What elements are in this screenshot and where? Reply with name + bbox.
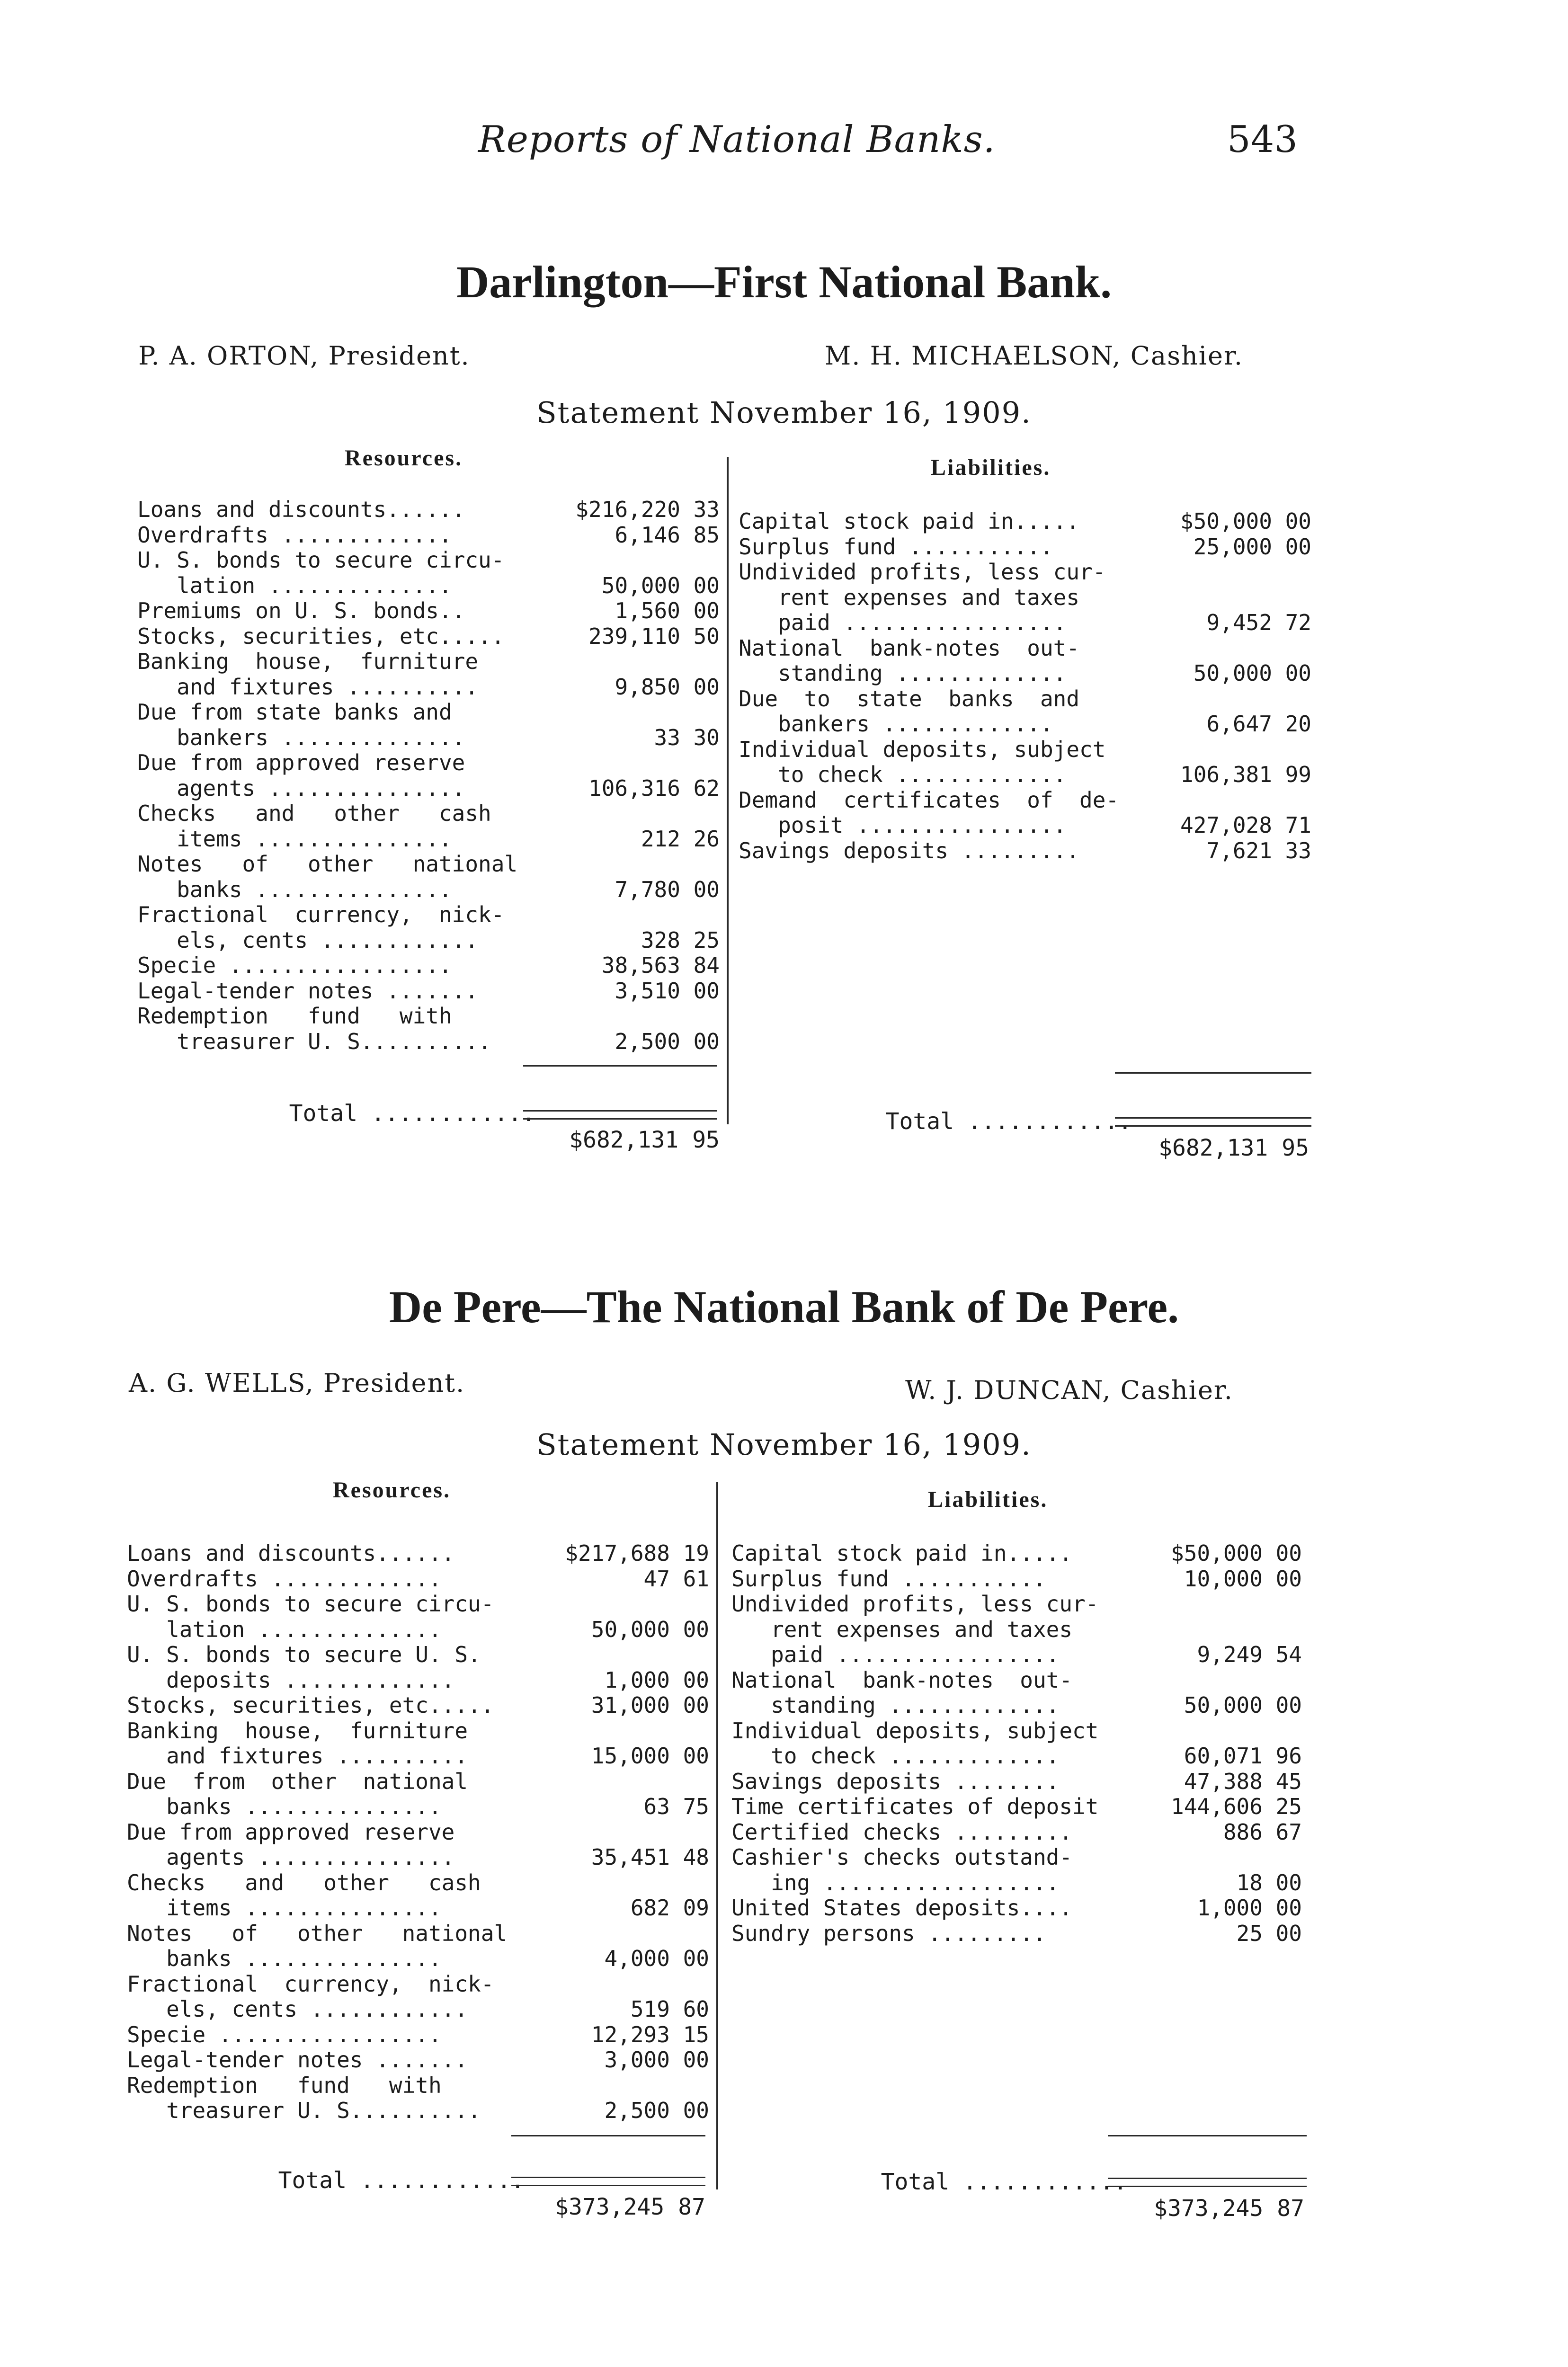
liabilities-row <box>739 636 1311 660</box>
liabilities-row <box>739 686 1311 711</box>
row-label: U. S. bonds to secure circu- <box>127 1591 494 1617</box>
row-amount: 50,000 00 <box>591 1616 709 1642</box>
resources-row <box>137 523 720 547</box>
liabilities-row <box>731 1820 1302 1844</box>
row-label: Due from state banks and <box>137 699 452 725</box>
liabilities-total: $373,245 87 <box>1154 2195 1304 2222</box>
liabilities-row <box>731 1541 1302 1566</box>
row-amount: 212 26 <box>641 826 720 852</box>
row-label: Cashier's checks outstand- <box>731 1844 1073 1870</box>
row-label: Individual deposits, subject <box>731 1717 1099 1744</box>
liabilities-row <box>731 1693 1302 1717</box>
liabilities-total-row <box>826 2142 1304 2248</box>
resources-row <box>137 953 720 978</box>
row-label: Loans and discounts...... <box>137 497 465 522</box>
bank-title: De Pere—The National Bank of De Pere. <box>389 1281 1179 1332</box>
double-rule <box>1108 2178 1307 2187</box>
row-label: Loans and discounts...... <box>127 1540 455 1566</box>
double-rule <box>511 2177 705 2186</box>
row-label: U. S. bonds to secure circu- <box>137 547 505 573</box>
row-label: paid ................. <box>739 610 1067 635</box>
row-label: Savings deposits ......... <box>739 837 1080 863</box>
row-label: banks ............... <box>127 1794 442 1819</box>
row-label: United States deposits.... <box>731 1895 1073 1921</box>
row-label: Individual deposits, subject <box>739 736 1106 762</box>
row-label: National bank-notes out- <box>731 1667 1073 1693</box>
resources-row <box>127 1794 709 1819</box>
row-label: Specie ................. <box>137 952 452 978</box>
row-label: items ............... <box>137 826 452 852</box>
resources-row <box>127 2022 709 2047</box>
total-label: Total ............ <box>289 1100 535 1127</box>
resources-row <box>137 852 720 876</box>
row-label: bankers ............. <box>739 711 1053 737</box>
row-amount: 38,563 84 <box>601 952 720 978</box>
row-label: Surplus fund ........... <box>731 1566 1046 1592</box>
row-amount: 106,316 62 <box>588 775 720 801</box>
liabilities-total-row <box>831 1082 1309 1188</box>
liabilities-row <box>739 737 1311 762</box>
liabilities-row <box>739 560 1311 584</box>
row-amount: 9,249 54 <box>1197 1642 1302 1667</box>
double-rule <box>1115 1117 1311 1127</box>
resources-row <box>127 1921 709 1946</box>
row-amount: 7,780 00 <box>615 876 720 902</box>
row-amount: 6,647 20 <box>1206 711 1311 737</box>
row-label: paid ................. <box>731 1642 1060 1667</box>
row-label: Banking house, furniture <box>127 1717 468 1744</box>
row-amount: 10,000 00 <box>1184 1566 1302 1592</box>
row-label: National bank-notes out- <box>739 635 1080 661</box>
resources-row <box>127 1820 709 1844</box>
total-label: Total ............ <box>881 2169 1127 2195</box>
row-label: posit ................ <box>739 812 1067 838</box>
resources-row <box>137 776 720 801</box>
row-label: rent expenses and taxes <box>731 1616 1073 1642</box>
row-label: to check ............. <box>731 1743 1060 1769</box>
row-amount: 50,000 00 <box>601 572 720 598</box>
resources-row <box>127 1744 709 1768</box>
liabilities-row <box>739 762 1311 787</box>
row-label: Certified checks ......... <box>731 1819 1073 1845</box>
double-rule <box>523 1110 717 1120</box>
row-label: Overdrafts ............. <box>137 522 452 548</box>
row-amount: 144,606 25 <box>1171 1794 1302 1819</box>
liabilities-total: $682,131 95 <box>1158 1135 1309 1161</box>
resources-row <box>127 1592 709 1616</box>
row-amount: 50,000 00 <box>1184 1692 1302 1718</box>
row-amount: 3,510 00 <box>615 978 720 1004</box>
row-label: Stocks, securities, etc..... <box>127 1692 494 1718</box>
resources-row <box>127 1845 709 1869</box>
total-label: Total ............ <box>885 1108 1132 1135</box>
liabilities-row <box>739 661 1311 685</box>
column-divider <box>727 457 729 1124</box>
row-amount: 9,850 00 <box>615 674 720 700</box>
resources-total: $682,131 95 <box>569 1127 720 1153</box>
resources-row <box>137 750 720 775</box>
total-rule <box>511 2135 705 2136</box>
row-amount: 25,000 00 <box>1193 534 1311 560</box>
liabilities-row <box>731 1895 1302 1920</box>
liabilities-row <box>739 813 1311 837</box>
row-label: Due from approved reserve <box>137 750 465 775</box>
row-amount: 47,388 45 <box>1184 1768 1302 1794</box>
row-label: standing ............. <box>731 1692 1060 1718</box>
row-amount: 3,000 00 <box>604 2047 709 2073</box>
row-label: Surplus fund ........... <box>739 534 1053 560</box>
resources-row <box>137 573 720 598</box>
liabilities-row <box>731 1870 1302 1895</box>
row-label: agents ............... <box>127 1844 455 1870</box>
row-label: U. S. bonds to secure U. S. <box>127 1642 481 1667</box>
resources-row <box>137 1029 720 1054</box>
row-label: to check ............. <box>739 762 1067 787</box>
row-label: ing .................. <box>731 1869 1060 1895</box>
row-label: Capital stock paid in..... <box>739 508 1080 534</box>
row-label: and fixtures .......... <box>127 1743 468 1769</box>
liabilities-row <box>731 1769 1302 1794</box>
row-amount: 239,110 50 <box>588 623 720 649</box>
row-label: Checks and other cash <box>127 1869 481 1895</box>
row-amount: 33 30 <box>654 724 720 750</box>
row-amount: 6,146 85 <box>615 522 720 548</box>
row-amount: 4,000 00 <box>604 1946 709 1971</box>
row-amount: 682 09 <box>630 1895 709 1921</box>
row-label: standing ............. <box>739 660 1067 686</box>
row-label: Specie ................. <box>127 2021 442 2047</box>
resources-row <box>127 1718 709 1743</box>
liabilities-row <box>739 509 1311 534</box>
resources-row <box>127 1895 709 1920</box>
cashier-name: M. H. MICHAELSON, Cashier. <box>825 341 1244 371</box>
row-amount: 328 25 <box>641 927 720 953</box>
row-amount: 63 75 <box>643 1794 709 1819</box>
cashier-name: W. J. DUNCAN, Cashier. <box>905 1375 1233 1405</box>
row-label: Notes of other national <box>127 1920 508 1946</box>
row-amount: $216,220 33 <box>575 497 720 522</box>
resources-row <box>137 928 720 952</box>
row-amount: 7,621 33 <box>1206 837 1311 863</box>
row-amount: 60,071 96 <box>1184 1743 1302 1769</box>
resources-table <box>127 1541 709 2137</box>
president-name: P. A. ORTON, President. <box>138 341 470 371</box>
row-amount: 1,000 00 <box>1197 1895 1302 1921</box>
row-amount: 1,560 00 <box>615 598 720 623</box>
row-amount: 35,451 48 <box>591 1844 709 1870</box>
total-label: Total ............ <box>278 2167 525 2194</box>
resources-row <box>127 1541 709 1566</box>
resources-row <box>127 1642 709 1667</box>
resources-row <box>137 827 720 851</box>
row-label: Undivided profits, less cur- <box>739 559 1106 585</box>
row-amount: 15,000 00 <box>591 1743 709 1769</box>
row-label: and fixtures .......... <box>137 674 479 700</box>
row-label: Overdrafts ............. <box>127 1566 442 1592</box>
row-label: Legal-tender notes ....... <box>127 2047 468 2073</box>
resources-row <box>127 2073 709 2098</box>
row-label: Sundry persons ......... <box>731 1920 1046 1946</box>
row-amount: 1,000 00 <box>604 1667 709 1693</box>
liabilities-row <box>739 712 1311 736</box>
liabilities-row <box>739 585 1311 610</box>
resources-heading: Resources. <box>333 1477 451 1503</box>
resources-total-row <box>223 2141 705 2247</box>
row-label: lation .............. <box>127 1616 442 1642</box>
resources-row <box>127 1668 709 1692</box>
row-label: Savings deposits ........ <box>731 1768 1060 1794</box>
row-label: els, cents ............ <box>137 927 479 953</box>
row-label: banks ............... <box>137 876 452 902</box>
row-amount: $50,000 00 <box>1180 508 1311 534</box>
resources-total-row <box>234 1074 720 1180</box>
row-amount: 106,381 99 <box>1180 762 1311 787</box>
row-amount: 50,000 00 <box>1193 660 1311 686</box>
resources-row <box>137 548 720 572</box>
row-label: Time certificates of deposit <box>731 1794 1099 1819</box>
row-label: rent expenses and taxes <box>739 584 1080 610</box>
row-label: Undivided profits, less cur- <box>731 1591 1099 1617</box>
row-amount: $50,000 00 <box>1171 1540 1302 1566</box>
page-number: 543 <box>1227 118 1298 161</box>
resources-row <box>127 1946 709 1971</box>
total-rule <box>1115 1072 1311 1074</box>
row-label: Redemption fund with <box>137 1003 452 1029</box>
liabilities-row <box>739 838 1311 863</box>
row-amount: $217,688 19 <box>565 1540 709 1566</box>
president-name: A. G. WELLS, President. <box>129 1368 465 1398</box>
row-label: els, cents ............ <box>127 1996 468 2022</box>
row-label: deposits ............. <box>127 1667 455 1693</box>
row-label: Due to state banks and <box>739 685 1080 712</box>
row-label: Due from approved reserve <box>127 1819 455 1845</box>
row-amount: 427,028 71 <box>1180 812 1311 838</box>
row-label: Legal-tender notes ....... <box>137 978 479 1004</box>
resources-row <box>137 725 720 750</box>
row-label: treasurer U. S.......... <box>137 1028 491 1054</box>
row-label: Redemption fund with <box>127 2072 442 2098</box>
resources-row <box>137 979 720 1003</box>
row-label: lation .............. <box>137 572 452 598</box>
row-amount: 9,452 72 <box>1206 610 1311 635</box>
resources-row <box>127 1693 709 1717</box>
statement-date: Statement November 16, 1909. <box>536 395 1032 430</box>
running-title: Reports of National Banks. <box>478 118 996 161</box>
liabilities-table <box>731 1541 1302 1958</box>
resources-row <box>127 1617 709 1642</box>
resources-row <box>137 497 720 522</box>
row-label: treasurer U. S.......... <box>127 2098 481 2123</box>
liabilities-heading: Liabilities. <box>928 1487 1048 1512</box>
row-label: Due from other national <box>127 1768 468 1794</box>
liabilities-row <box>731 1642 1302 1667</box>
resources-row <box>127 2047 709 2072</box>
liabilities-row <box>731 1668 1302 1692</box>
resources-row <box>137 877 720 902</box>
liabilities-heading: Liabilities. <box>931 455 1051 480</box>
resources-row <box>137 675 720 699</box>
liabilities-row <box>731 1845 1302 1869</box>
row-label: agents ............... <box>137 775 465 801</box>
row-label: Banking house, furniture <box>137 649 479 674</box>
resources-total: $373,245 87 <box>555 2194 705 2220</box>
resources-row <box>127 1997 709 2021</box>
row-amount: 2,500 00 <box>615 1028 720 1054</box>
row-amount: 12,293 15 <box>591 2021 709 2047</box>
row-label: Notes of other national <box>137 851 518 877</box>
liabilities-row <box>739 610 1311 635</box>
row-amount: 886 67 <box>1223 1819 1302 1845</box>
row-amount: 2,500 00 <box>604 2098 709 2123</box>
liabilities-row <box>739 788 1311 812</box>
row-label: items ............... <box>127 1895 442 1921</box>
liabilities-row <box>731 1744 1302 1768</box>
liabilities-row <box>731 1566 1302 1591</box>
resources-row <box>127 1566 709 1591</box>
row-label: Demand certificates of de- <box>739 787 1119 813</box>
liabilities-row <box>731 1617 1302 1642</box>
bank-title: Darlington—First National Bank. <box>456 257 1112 307</box>
resources-row <box>127 1769 709 1794</box>
column-divider <box>716 1482 718 2189</box>
liabilities-row <box>731 1718 1302 1743</box>
statement-date: Statement November 16, 1909. <box>536 1427 1032 1462</box>
row-label: Fractional currency, nick- <box>127 1971 494 1997</box>
liabilities-table <box>739 509 1311 888</box>
row-amount: 25 00 <box>1236 1920 1302 1946</box>
resources-row <box>137 902 720 927</box>
resources-row <box>127 2098 709 2123</box>
row-label: Checks and other cash <box>137 801 491 826</box>
resources-row <box>137 801 720 826</box>
row-label: Stocks, securities, etc..... <box>137 623 505 649</box>
row-label: Capital stock paid in..... <box>731 1540 1073 1566</box>
row-label: bankers .............. <box>137 724 465 750</box>
row-label: Premiums on U. S. bonds.. <box>137 598 465 623</box>
resources-row <box>137 649 720 674</box>
row-amount: 18 00 <box>1236 1869 1302 1895</box>
resources-row <box>137 598 720 623</box>
resources-row <box>137 624 720 649</box>
liabilities-row <box>739 534 1311 559</box>
resources-row <box>127 1870 709 1895</box>
row-amount: 47 61 <box>643 1566 709 1592</box>
liabilities-row <box>731 1592 1302 1616</box>
row-label: Fractional currency, nick- <box>137 902 505 927</box>
resources-row <box>137 700 720 724</box>
resources-row <box>127 1972 709 1996</box>
total-rule <box>523 1065 717 1067</box>
row-amount: 31,000 00 <box>591 1692 709 1718</box>
row-label: banks ............... <box>127 1946 442 1971</box>
total-rule <box>1108 2135 1307 2136</box>
liabilities-row <box>731 1921 1302 1946</box>
resources-table <box>137 497 720 1065</box>
resources-row <box>137 1004 720 1028</box>
row-amount: 519 60 <box>630 1996 709 2022</box>
resources-heading: Resources. <box>345 445 463 471</box>
liabilities-row <box>731 1794 1302 1819</box>
